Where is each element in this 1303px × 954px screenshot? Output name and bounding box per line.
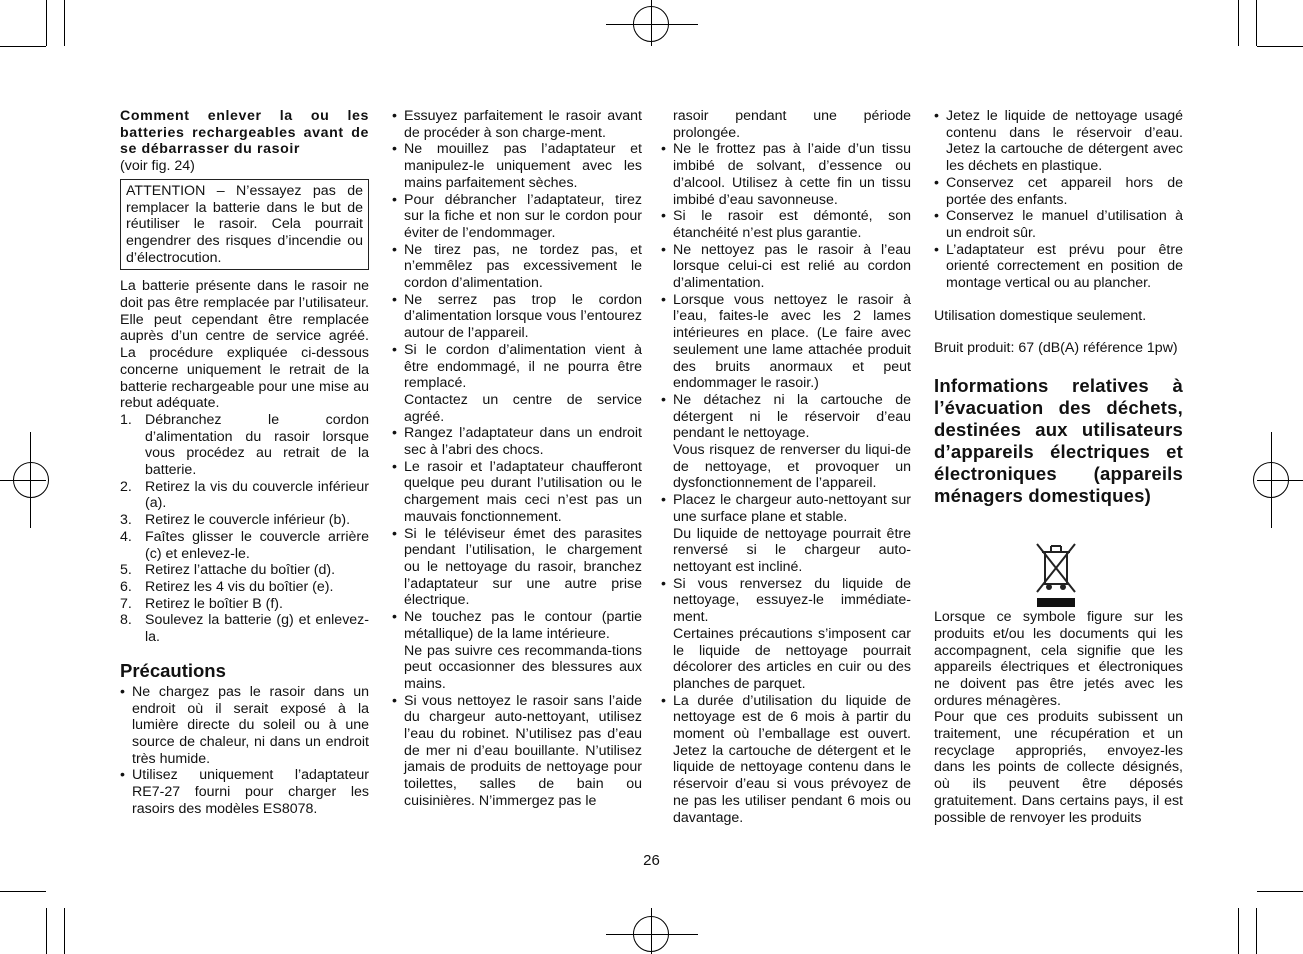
crop-mark	[1238, 908, 1239, 954]
list-item-continuation: rasoir pendant une période prolongée.	[673, 108, 911, 141]
list-item: • Rangez l’adaptateur dans un endroit sec à l’abri des chocs.	[392, 425, 642, 458]
crop-mark	[1238, 0, 1239, 46]
list-item: 6. Retirez les 4 vis du boîtier (e).	[120, 578, 334, 595]
crop-mark	[1257, 46, 1303, 47]
crop-mark	[64, 908, 65, 954]
precautions-list-continued	[661, 141, 911, 442]
column-2	[392, 108, 642, 810]
list-item: 4. Faîtes glisser le couvercle arrière (c) et enlevez-le.	[120, 528, 369, 562]
list-item-continuation: Vous risquez de renverser du liqui-de de nettoyage, et provoquer un dysfonctionnement de l’appareil.	[673, 442, 911, 492]
list-item: 3. Retirez le couvercle inférieur (b).	[120, 512, 351, 529]
list-item: • Ne chargez pas le rasoir dans un endroit où il serait exposé à la lumière directe du soleil ou à une source de chaleur, ni dans un endroit très humide.	[120, 684, 369, 768]
crop-mark	[0, 891, 46, 892]
precautions-list-continued	[661, 693, 911, 827]
warning-box	[120, 179, 369, 271]
warning-text: ATTENTION – N’essayez pas de remplacer la batterie dans le but de réutiliser le rasoir. Cela pourrait engendrer des risques d’incendie ou d’électrocution.	[126, 182, 363, 266]
list-item: 2. Retirez la vis du couvercle inférieur (a).	[120, 478, 369, 512]
precautions-list-continued	[661, 492, 911, 525]
list-item-continuation: Certaines précautions s’imposent car le liquide de nettoyage pourrait décolorer des articles en cuir ou des planches de parquet.	[673, 625, 911, 692]
crop-mark	[46, 0, 47, 46]
column-4	[934, 108, 1183, 826]
list-item: • Si le cordon d’alimentation vient à être endommagé, il ne pourra être remplacé.	[392, 342, 642, 392]
list-item: • Conservez cet appareil hors de portée des enfants.	[934, 175, 1183, 208]
list-item-continuation: Du liquide de nettoyage pourrait être renversé si le chargeur auto-nettoyant est incliné.	[673, 525, 911, 575]
list-item: • Utilisez uniquement l’adaptateur RE7-27 fourni pour charger les rasoirs des modèles ES8078.	[120, 767, 369, 817]
list-item: • Ne tirez pas, ne tordez pas, et n’emmêlez pas excessivement le cordon d’alimentation.	[392, 242, 642, 292]
list-item: • Si vous renversez du liquide de nettoyage, essuyez-le immédiate-ment.	[661, 576, 911, 626]
list-item: • Ne touchez pas le contour (partie métallique) de la lame intérieure.	[392, 609, 642, 642]
list-item: • Si le rasoir est démonté, son étanchéité n’est plus garantie.	[661, 208, 911, 241]
list-item: • Lorsque vous nettoyez le rasoir à l’eau, faites-le avec les 2 lames intérieures en place. (Le faire avec seulement une lame attachée produit des bruits anormaux et peut endommager le rasoir.)	[661, 292, 911, 392]
list-item: • Conservez le manuel d’utilisation à un endroit sûr.	[934, 208, 1183, 241]
disposal-heading: Informations relatives à l’évacuation des déchets, destinées aux utilisateurs d’appareils électriques et électroniques (appareils ménagers domestiques)	[934, 375, 1183, 507]
list-item: • La durée d’utilisation du liquide de nettoyage est de 6 mois à partir du moment où l’emballage est ouvert. Jetez la cartouche de détergent et le liquide de nettoyage contenu dans le réservoir d’eau si vous prévoyez de ne pas les utiliser pendant 6 mois ou davantage.	[661, 693, 911, 827]
list-item: • Ne mouillez pas l’adaptateur et manipulez-le uniquement avec les mains parfaitement sèches.	[392, 141, 642, 191]
battery-removal-heading: Comment enlever la ou les batteries rechargeables avant de se débarrasser du rasoir	[120, 108, 369, 158]
list-item: 8. Soulevez la batterie (g) et enlevez-la.	[120, 612, 369, 646]
list-item-continuation: Ne pas suivre ces recommanda-tions peut occasionner des blessures aux mains.	[404, 642, 642, 692]
page-number: 26	[643, 852, 660, 869]
list-item: • Placez le chargeur auto-nettoyant sur une surface plane et stable.	[661, 492, 911, 525]
column-3	[661, 108, 911, 826]
list-item: 5. Retirez l’attache du boîtier (d).	[120, 562, 336, 579]
list-item: 7. Retirez le boîtier B (f).	[120, 595, 283, 612]
list-item: 1. Débranchez le cordon d’alimentation du rasoir lorsque vous procédez au retrait de la batterie.	[120, 411, 369, 479]
list-item: • L’adaptateur est prévu pour être orienté correctement en position de montage vertical ou au plancher.	[934, 242, 1183, 292]
crossed-out-wheelie-bin-icon	[1033, 540, 1079, 610]
crop-mark	[1256, 0, 1257, 46]
precautions-list-continued	[934, 108, 1183, 292]
disposal-paragraph-1: Lorsque ce symbole figure sur les produits et/ou les documents qui les accompagnent, cela signifie que les appareils électriques et électroniques ne doivent pas être jetés avec les ordures ménagères.	[934, 609, 1183, 709]
crop-mark	[46, 908, 47, 954]
crop-mark	[1257, 891, 1303, 892]
crop-mark	[0, 46, 46, 47]
disposal-paragraph-2: Pour que ces produits subissent un traitement, une récupération et un recyclage appropriés, envoyez-les dans les points de collecte désignés, où ils peuvent être déposés gratuitement. Dans certains pays, il est possible de renvoyer les produits	[934, 709, 1183, 826]
list-item: • Jetez le liquide de nettoyage usagé contenu dans le réservoir d’eau. Jetez la cartouche de détergent avec les déchets en plastique.	[934, 108, 1183, 175]
list-item: • Ne nettoyez pas le rasoir à l’eau lorsque celui-ci est relié au cordon d’alimentation.	[661, 242, 911, 292]
precautions-list	[120, 684, 369, 818]
precautions-list-continued	[392, 425, 642, 642]
domestic-use-note: Utilisation domestique seulement.	[934, 307, 1147, 324]
list-item-continuation: Contactez un centre de service agréé.	[404, 391, 642, 425]
list-item: • Le rasoir et l’adaptateur chaufferont quelque peu durant l’utilisation ou le chargement mais ceci n’est pas un mauvais fonctionnement.	[392, 459, 642, 526]
battery-intro-paragraph: La batterie présente dans le rasoir ne doit pas être remplacée par l’utilisateur. Elle peut cependant être remplacée auprès d’un centre de service agréé. La procédure expliquée ci-dessous concerne uniquement le retrait de la batterie rechargeable pour une mise au rebut adéquate.	[120, 278, 369, 412]
crop-mark	[1256, 908, 1257, 954]
removal-steps-list	[120, 412, 369, 646]
list-item: • Si vous nettoyez le rasoir sans l’aide du chargeur auto-nettoyant, utilisez l’eau du robinet. N’utilisez pas d’eau de mer ni d’eau bouillante. N’utilisez jamais de produits de nettoyage pour toilettes, salles de bain ou cuisinières. N’immergez pas le	[392, 693, 642, 810]
list-item: • Essuyez parfaitement le rasoir avant de procéder à son charge-ment.	[392, 108, 642, 141]
precautions-list-continued	[392, 108, 642, 392]
list-item: • Si le téléviseur émet des parasites pendant l’utilisation, le chargement ou le nettoyage du rasoir, branchez l’adaptateur sur une autre prise électrique.	[392, 526, 642, 610]
crop-mark	[64, 0, 65, 46]
noise-level-note: Bruit produit: 67 (dB(A) référence 1pw)	[934, 340, 1178, 357]
list-item: • Pour débrancher l’adaptateur, tirez sur la fiche et non sur le cordon pour éviter de l’endommager.	[392, 192, 642, 242]
precautions-list-continued	[392, 693, 642, 810]
list-item: • Ne détachez ni la cartouche de détergent ni le réservoir d’eau pendant le nettoyage.	[661, 392, 911, 442]
column-1	[120, 108, 369, 817]
precautions-heading: Précautions	[120, 659, 226, 681]
list-item: • Ne le frottez pas à l’aide d’un tissu imbibé de solvant, d’essence ou d’alcool. Utilisez à cette fin un tissu imbibé d’eau savonneuse.	[661, 141, 911, 208]
figure-reference: (voir fig. 24)	[120, 158, 195, 175]
precautions-list-continued	[661, 576, 911, 626]
list-item: • Ne serrez pas trop le cordon d’alimentation lorsque vous l’entourez autour de l’appareil.	[392, 292, 642, 342]
